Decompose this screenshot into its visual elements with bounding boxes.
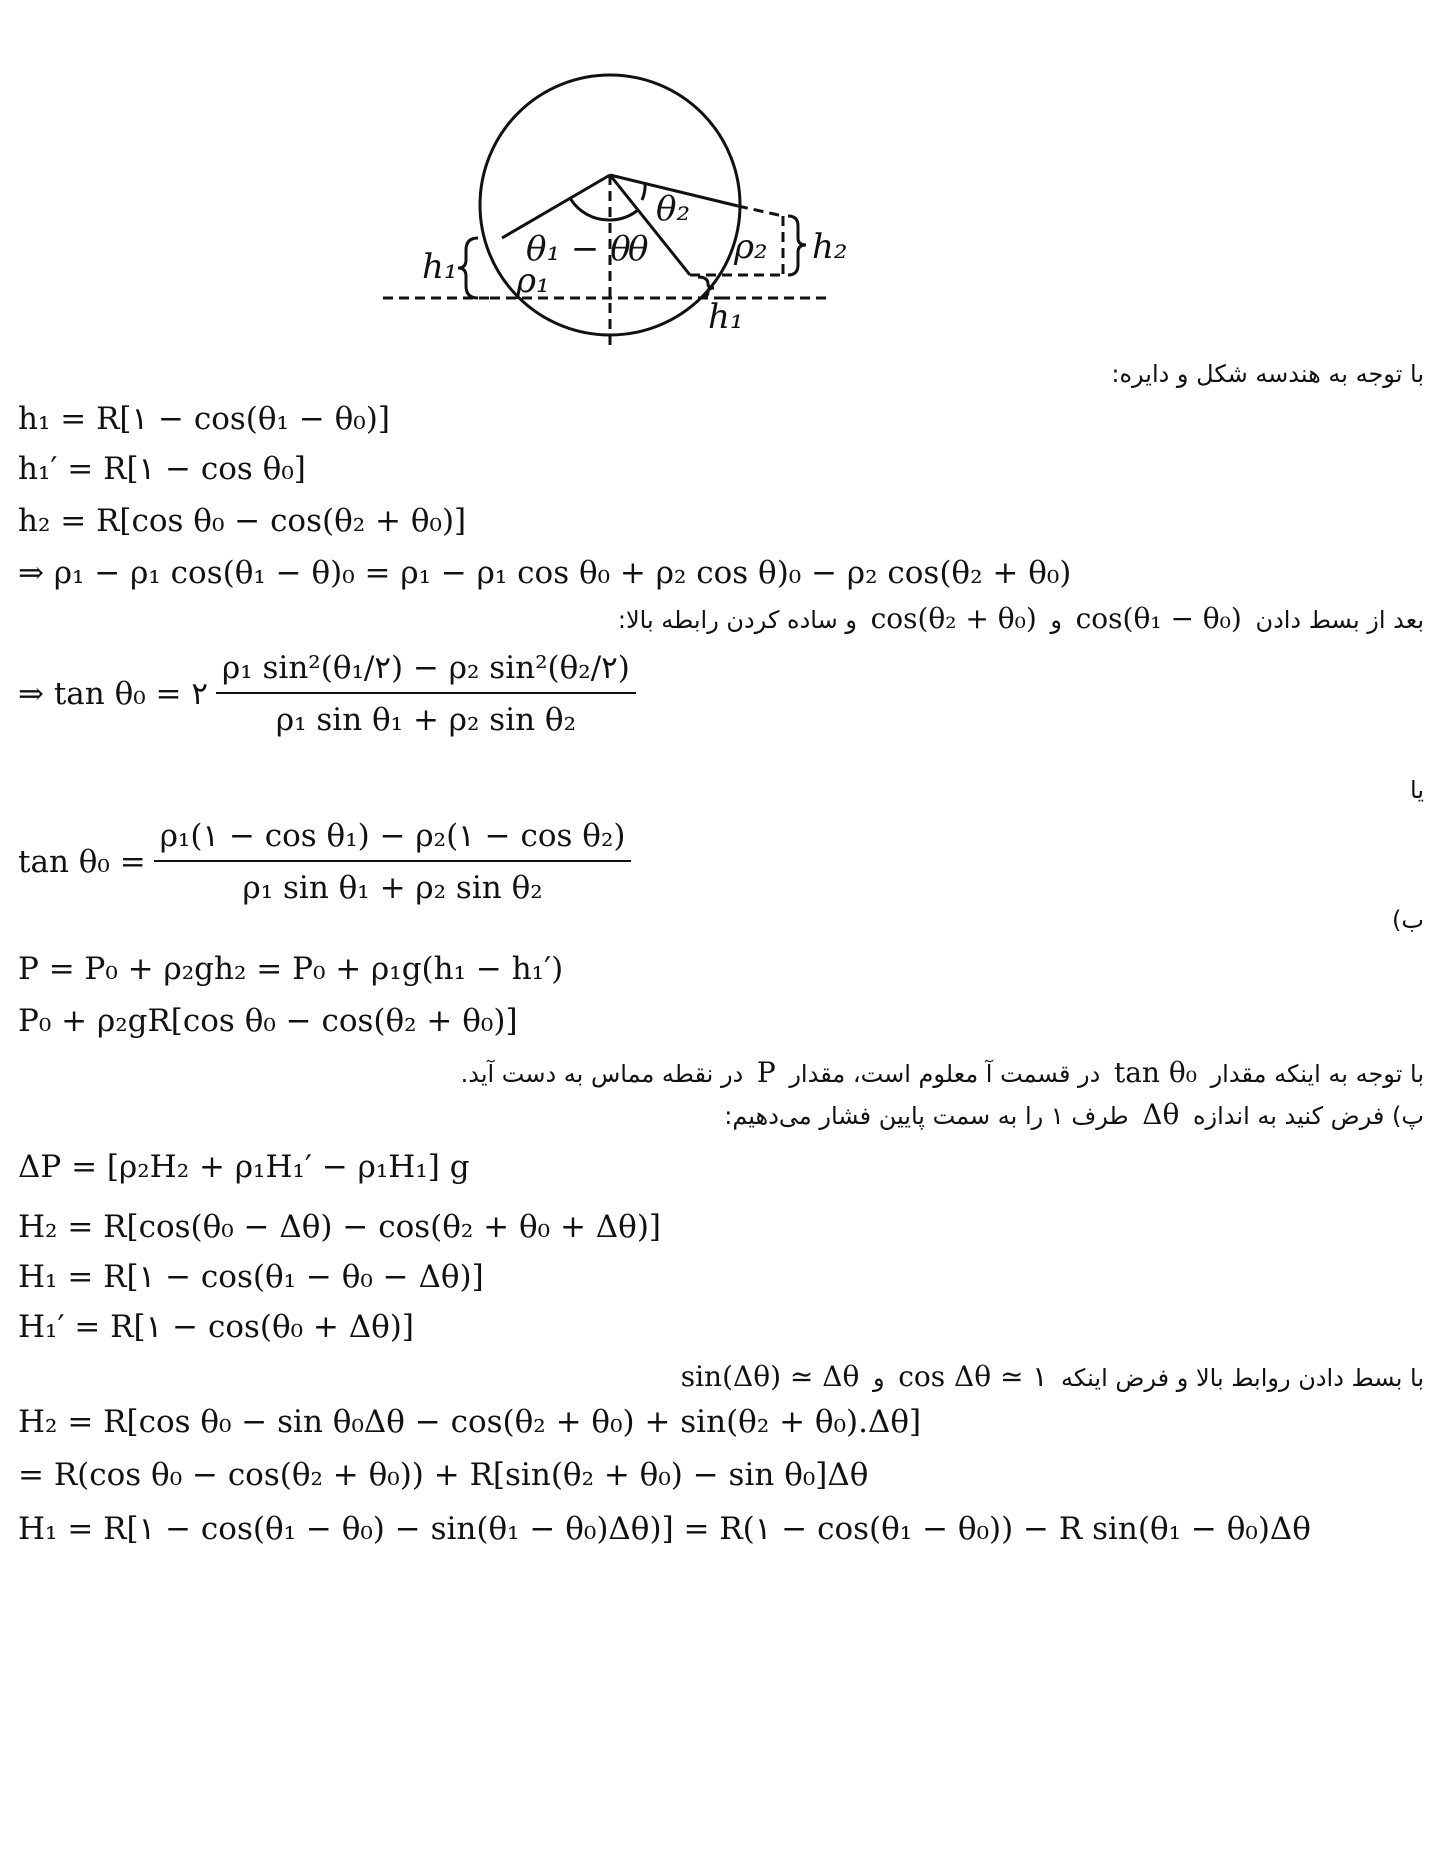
fraction-2-denominator: ρ₁ sin θ₁ + ρ₂ sin θ₂ [242,870,543,906]
equation-H2-simplified: = R(cos θ₀ − cos(θ₂ + θ₀)) + R[sin(θ₂ + θ₀) − sin θ₀]Δθ [18,1457,869,1493]
angle-arc-right [642,183,645,200]
tan-known-note: با توجه به اینکه مقدار tan θ₀ در قسمت آ معلوم است، مقدار P در نقطه مماس به دست آید. [460,1056,1424,1089]
equation-H2-expanded: H₂ = R[cos θ₀ − sin θ₀Δθ − cos(θ₂ + θ₀) + sin(θ₂ + θ₀).Δθ] [18,1404,922,1440]
label-rho1: ρ₁ [516,261,550,301]
fraction-2-numerator: ρ₁(۱ − cos θ₁) − ρ₂(۱ − cos θ₂) [154,818,632,862]
or-label: یا [1410,776,1424,804]
equation-H1: H₁ = R[۱ − cos(θ₁ − θ₀ − Δθ)] [18,1259,484,1295]
label-h2-right: h₂ [812,227,848,267]
approx-note: با بسط دادن روابط بالا و فرض اینکه cos Δθ ≃ ۱ و sin(Δθ) ≃ Δθ [680,1360,1424,1393]
label-theta-diff: θ₁ − θ [526,229,631,269]
brace-h1-bottom [698,277,714,298]
label-theta0: θ [628,229,649,269]
fraction-1-denominator: ρ₁ sin θ₁ + ρ₂ sin θ₂ [275,702,577,738]
tan-fraction-1: ⇒ tan θ₀ = ۲ $\frac{\text{ρ₁ sin²(θ₁/۲) − ρ₂ sin²(θ₂/۲)}}{\text{ρ₁ sin θ₁ + ρ₂ sin θ₂}}$ [18,650,636,738]
equation-h1-prime: h₁′ = R[۱ − cos θ₀] [18,451,306,487]
angle-arc-mid [610,210,638,220]
label-theta2: θ₂ [656,189,691,229]
part-b-label: ب) [1392,906,1424,934]
label-rho2: ρ₂ [734,227,768,267]
label-h1-bottom: h₁ [708,297,744,337]
equation-pressure-2: P₀ + ρ₂gR[cos θ₀ − cos(θ₂ + θ₀)] [18,1003,518,1039]
geometry-figure [380,20,1020,420]
expand-note: بعد از بسط دادن cos(θ₁ − θ₀) و cos(θ₂ + θ₀) و ساده کردن رابطه بالا: [617,602,1424,635]
equation-balance: ⇒ ρ₁ − ρ₁ cos(θ₁ − θ)₀ = ρ₁ − ρ₁ cos θ₀ + ρ₂ cos θ)₀ − ρ₂ cos(θ₂ + θ₀) [18,555,1072,591]
part-c-note: پ) فرض کنید به اندازه Δθ طرف ۱ را به سمت پایین فشار می‌دهیم: [724,1098,1424,1131]
equation-delta-p: ΔP = [ρ₂H₂ + ρ₁H₁′ − ρ₁H₁] g [18,1149,470,1185]
angle-arc-left [570,198,610,220]
brace-h1-left [458,238,478,298]
equation-H2: H₂ = R[cos(θ₀ − Δθ) − cos(θ₂ + θ₀ + Δθ)] [18,1209,662,1245]
tan-fraction-2: tan θ₀ = $\frac{\text{ρ₁(۱ − cos θ₁) − ρ₂(۱ − cos θ₂)}}{\text{ρ₁ sin θ₁ + ρ₂ sin θ₂}}$ [18,818,631,906]
equation-H1-expanded: H₁ = R[۱ − cos(θ₁ − θ₀) − sin(θ₁ − θ₀)Δθ)] = R(۱ − cos(θ₁ − θ₀)) − R sin(θ₁ − θ₀)Δθ [18,1511,1311,1547]
geometry-note: با توجه به هندسه شکل و دایره: [1111,360,1424,388]
equation-pressure-1: P = P₀ + ρ₂gh₂ = P₀ + ρ₁g(h₁ − h₁′) [18,951,564,987]
circle-diagram [380,20,1020,420]
brace-h2-right [788,216,806,275]
label-h1-left: h₁ [422,247,458,287]
equation-h1: h₁ = R[۱ − cos(θ₁ − θ₀)] [18,401,390,437]
fraction-1-numerator: ρ₁ sin²(θ₁/۲) − ρ₂ sin²(θ₂/۲) [216,650,636,694]
equation-H1-prime: H₁′ = R[۱ − cos(θ₀ + Δθ)] [18,1309,414,1345]
equation-h2: h₂ = R[cos θ₀ − cos(θ₂ + θ₀)] [18,503,467,539]
